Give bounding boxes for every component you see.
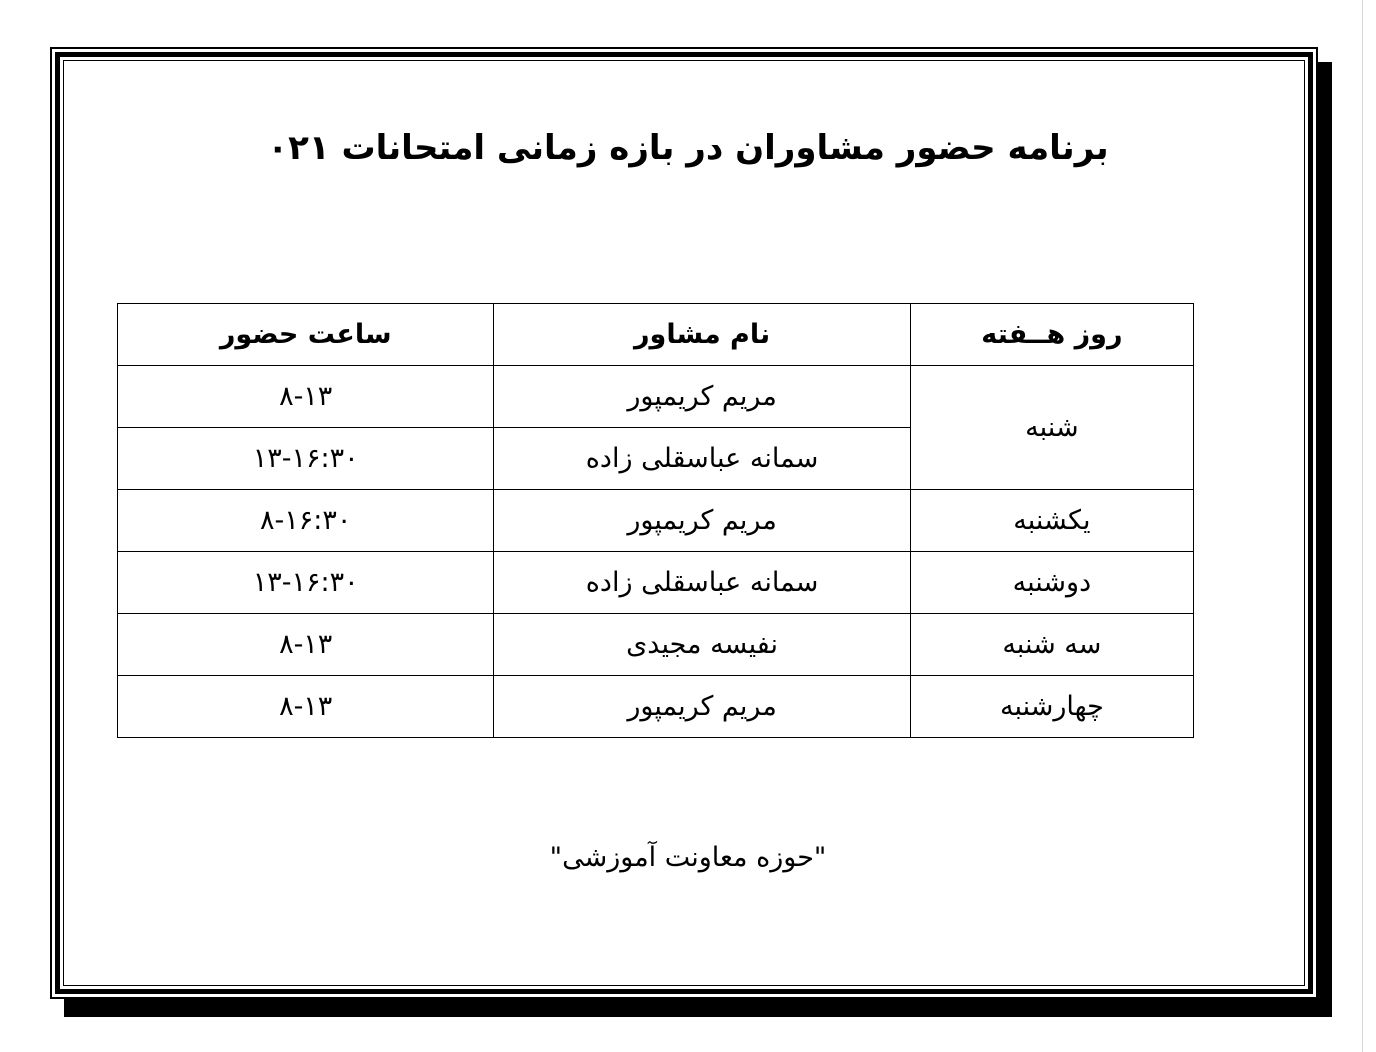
page-title: برنامه حضور مشاوران در بازه زمانی امتحانات ۰۲۱ — [267, 128, 1109, 168]
cell-advisor-name: سمانه عباسقلی زاده — [494, 428, 910, 490]
cell-day: یکشنبه — [910, 490, 1193, 552]
cell-advisor-name: مریم کریمپور — [494, 490, 910, 552]
table-row — [118, 614, 1194, 676]
cell-time: ۸-۱۶:۳۰ — [118, 490, 494, 552]
footer-department: "حوزه معاونت آموزشی" — [549, 842, 827, 873]
cell-time: ۸-۱۳ — [118, 366, 494, 428]
cell-advisor-name: سمانه عباسقلی زاده — [494, 552, 910, 614]
header-day: روز هــفته — [910, 304, 1193, 366]
cell-time: ۱۳-۱۶:۳۰ — [118, 428, 494, 490]
cell-advisor-name: مریم کریمپور — [494, 676, 910, 738]
header-attendance-time: ساعت حضور — [118, 304, 494, 366]
table-header-row — [118, 304, 1194, 366]
table-row — [118, 366, 1194, 428]
table-row — [118, 552, 1194, 614]
cell-day: دوشنبه — [910, 552, 1193, 614]
cell-advisor-name: مریم کریمپور — [494, 366, 910, 428]
cell-time: ۸-۱۳ — [118, 676, 494, 738]
cell-day: شنبه — [910, 366, 1193, 490]
table-row — [118, 676, 1194, 738]
schedule-table — [117, 303, 1194, 738]
table-row — [118, 490, 1194, 552]
cell-advisor-name: نفیسه مجیدی — [494, 614, 910, 676]
cell-day: سه شنبه — [910, 614, 1193, 676]
cell-day: چهارشنبه — [910, 676, 1193, 738]
cell-time: ۱۳-۱۶:۳۰ — [118, 552, 494, 614]
header-advisor-name: نام مشاور — [494, 304, 910, 366]
cell-time: ۸-۱۳ — [118, 614, 494, 676]
